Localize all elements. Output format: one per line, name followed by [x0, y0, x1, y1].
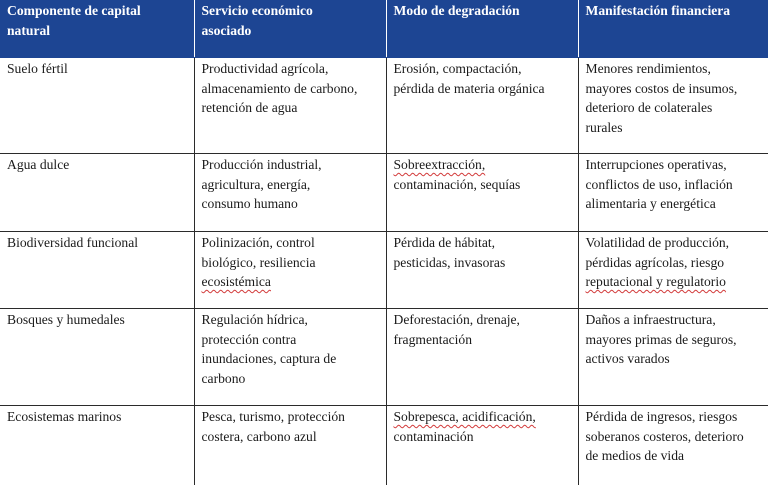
table-row	[0, 309, 768, 406]
spellcheck-underlined-text: reputacional y regulatorio	[586, 272, 764, 292]
cell-line: conflictos de uso, inflación	[586, 175, 764, 195]
cell-line: Regulación hídrica,	[202, 310, 380, 330]
cell-line: mayores primas de seguros,	[586, 330, 764, 350]
cell-line: Ecosistemas marinos	[7, 407, 188, 427]
cell-line: alimentaria y energética	[586, 194, 764, 214]
cell-line: Bosques y humedales	[7, 310, 188, 330]
table-row	[0, 58, 768, 154]
cell-line: Pérdida de hábitat,	[394, 233, 572, 253]
cell-line: Volatilidad de producción,	[586, 233, 764, 253]
cell-line: Daños a infraestructura,	[586, 310, 764, 330]
cell-line: pérdida de materia orgánica	[394, 79, 572, 99]
cell-financial-manifestation	[578, 154, 768, 232]
header-financial-manifestation	[578, 0, 768, 58]
header-economic-service	[194, 0, 386, 58]
cell-capital-component	[0, 406, 194, 485]
cell-line: inundaciones, captura de	[202, 349, 380, 369]
cell-line: rurales	[586, 118, 764, 138]
header-degradation-mode	[386, 0, 578, 58]
cell-line: Pesca, turismo, protección	[202, 407, 380, 427]
cell-line: agricultura, energía,	[202, 175, 380, 195]
cell-line: Interrupciones operativas,	[586, 155, 764, 175]
cell-line: Polinización, control	[202, 233, 380, 253]
cell-line: Menores rendimientos,	[586, 59, 764, 79]
cell-line: biológico, resiliencia	[202, 253, 380, 273]
cell-line: retención de agua	[202, 98, 380, 118]
spellcheck-underlined-text: Sobreextracción,	[394, 155, 572, 175]
cell-degradation-mode	[386, 232, 578, 309]
cell-line: carbono	[202, 369, 380, 389]
cell-economic-service	[194, 406, 386, 485]
table-row	[0, 232, 768, 309]
cell-line: mayores costos de insumos,	[586, 79, 764, 99]
cell-capital-component	[0, 232, 194, 309]
cell-economic-service	[194, 309, 386, 406]
cell-line: Producción industrial,	[202, 155, 380, 175]
cell-capital-component	[0, 154, 194, 232]
cell-economic-service	[194, 58, 386, 154]
cell-line: fragmentación	[394, 330, 572, 350]
cell-line: consumo humano	[202, 194, 380, 214]
cell-line: contaminación	[394, 427, 572, 447]
cell-line: almacenamiento de carbono,	[202, 79, 380, 99]
cell-economic-service	[194, 232, 386, 309]
cell-degradation-mode	[386, 58, 578, 154]
cell-line: deterioro de colaterales	[586, 98, 764, 118]
cell-line: activos varados	[586, 349, 764, 369]
header-line: asociado	[202, 21, 380, 41]
cell-financial-manifestation	[578, 406, 768, 485]
cell-line: contaminación, sequías	[394, 175, 572, 195]
header-line: natural	[7, 21, 188, 41]
cell-line: protección contra	[202, 330, 380, 350]
header-line: Manifestación financiera	[586, 1, 764, 21]
cell-line: pérdidas agrícolas, riesgo	[586, 253, 764, 273]
cell-economic-service	[194, 154, 386, 232]
cell-financial-manifestation	[578, 309, 768, 406]
cell-line: Erosión, compactación,	[394, 59, 572, 79]
header-line: Servicio económico	[202, 1, 380, 21]
cell-line: Suelo fértil	[7, 59, 188, 79]
table-row	[0, 406, 768, 485]
cell-line: pesticidas, invasoras	[394, 253, 572, 273]
cell-line: soberanos costeros, deterioro	[586, 427, 764, 447]
cell-line: costera, carbono azul	[202, 427, 380, 447]
cell-degradation-mode	[386, 154, 578, 232]
header-capital-component	[0, 0, 194, 58]
cell-line: de medios de vida	[586, 446, 764, 466]
header-row	[0, 0, 768, 58]
cell-capital-component	[0, 309, 194, 406]
cell-line: Productividad agrícola,	[202, 59, 380, 79]
cell-line: Biodiversidad funcional	[7, 233, 188, 253]
cell-line: Pérdida de ingresos, riesgos	[586, 407, 764, 427]
table-row	[0, 154, 768, 232]
header-line: Modo de degradación	[394, 1, 572, 21]
cell-line: Deforestación, drenaje,	[394, 310, 572, 330]
cell-line: Agua dulce	[7, 155, 188, 175]
cell-capital-component	[0, 58, 194, 154]
cell-financial-manifestation	[578, 232, 768, 309]
cell-degradation-mode	[386, 406, 578, 485]
header-line: Componente de capital	[7, 1, 188, 21]
spellcheck-underlined-text: Sobrepesca, acidificación,	[394, 407, 572, 427]
cell-financial-manifestation	[578, 58, 768, 154]
spellcheck-underlined-text: ecosistémica	[202, 272, 380, 292]
cell-degradation-mode	[386, 309, 578, 406]
